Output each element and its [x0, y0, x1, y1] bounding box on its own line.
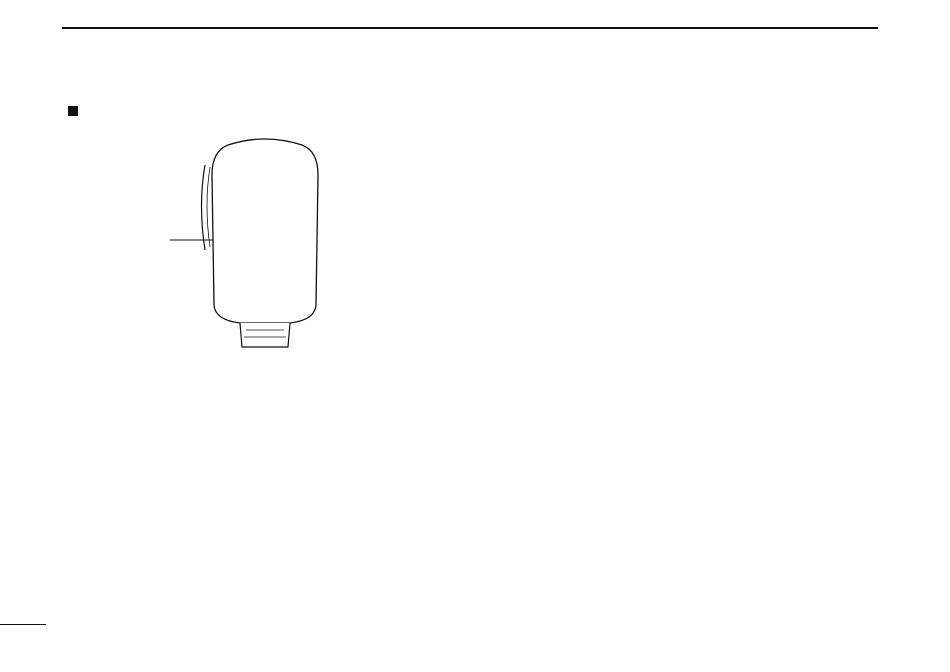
footer-rule — [0, 624, 46, 625]
header-rule — [62, 27, 878, 29]
square-bullet-icon — [68, 106, 78, 116]
subheading — [68, 103, 86, 119]
microphone-illustration — [170, 125, 360, 355]
